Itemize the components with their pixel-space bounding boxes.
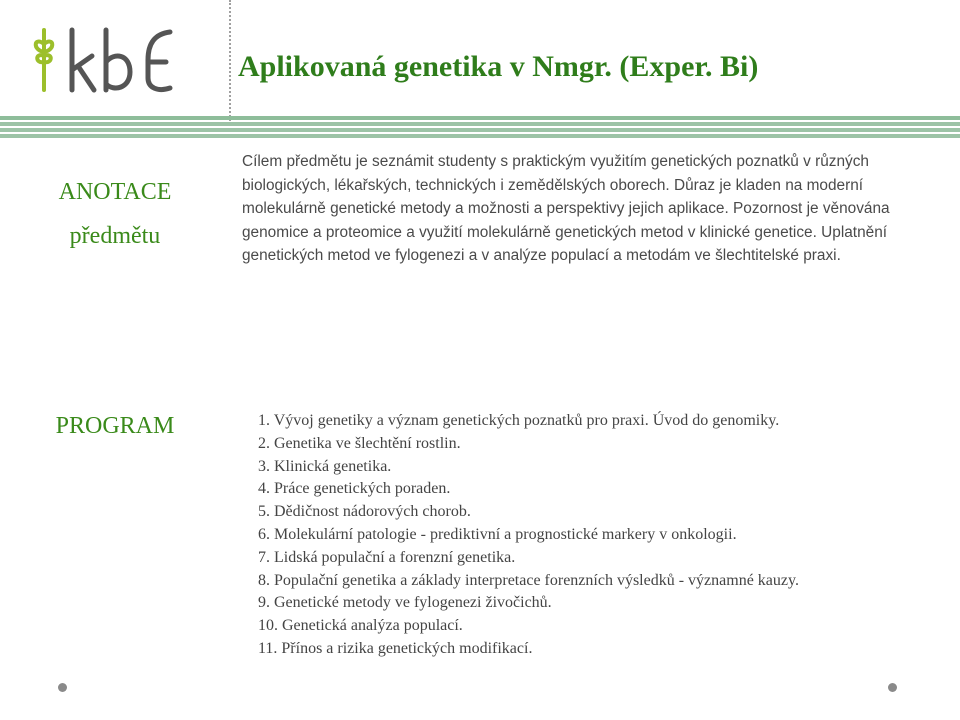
program-item: 3. Klinická genetika. (258, 457, 392, 475)
annotation-text: Cílem předmětu je seznámit studenty s praktickým využitím genetických poznatků v různých biologických, lékařských, technických i zemědělských oborech. Důraz je kladen na moderní molekulárně genetické metody a možnosti a perspektivy jejich aplikace. Pozornost je věnována genomice a proteomice a využití molekulárně genetických metod v klinické genetice. Uplatnění genetických metod ve fylogenezi a v analýze populací a metodám ve šlechtitelské praxi. (242, 153, 890, 265)
program-item: 4. Práce genetických poraden. (258, 480, 451, 498)
annotation-heading-line1: ANOTACE (58, 179, 172, 205)
program-item: 10. Genetická analýza populací. (258, 617, 463, 635)
slide-header (0, 0, 960, 116)
program-item: 6. Molekulární patologie - prediktivní a prognostické markery v onkologii. (258, 525, 737, 543)
program-item: 9. Genetické metody ve fylogenezi živočichů. (258, 594, 552, 612)
program-item: 1. Vývoj genetiky a význam genetických poznatků pro praxi. Úvod do genomiky. (258, 412, 780, 429)
program-item: 11. Přínos a rizika genetických modifikací. (258, 639, 533, 657)
page-title: Aplikovaná genetika v Nmgr. (Exper. Bi) (238, 50, 759, 83)
kbe-logo-icon (30, 22, 180, 97)
annotation-heading-line2: předmětu (69, 223, 161, 249)
program-item: 7. Lidská populační a forenzní genetika. (258, 548, 516, 566)
slide-corner-dot-left (58, 683, 67, 692)
annotation-heading (0, 170, 230, 258)
program-item: 8. Populační genetika a základy interpretace forenzních výsledků - významné kauzy. (258, 571, 799, 589)
program-item: 5. Dědičnost nádorových chorob. (258, 503, 471, 521)
program-item: 2. Genetika ve šlechtění rostlin. (258, 434, 461, 452)
vertical-divider (229, 0, 231, 125)
slide-corner-dot-right (888, 683, 897, 692)
program-list (258, 410, 938, 661)
decorative-stripes (0, 116, 960, 142)
program-heading: PROGRAM (55, 413, 175, 439)
